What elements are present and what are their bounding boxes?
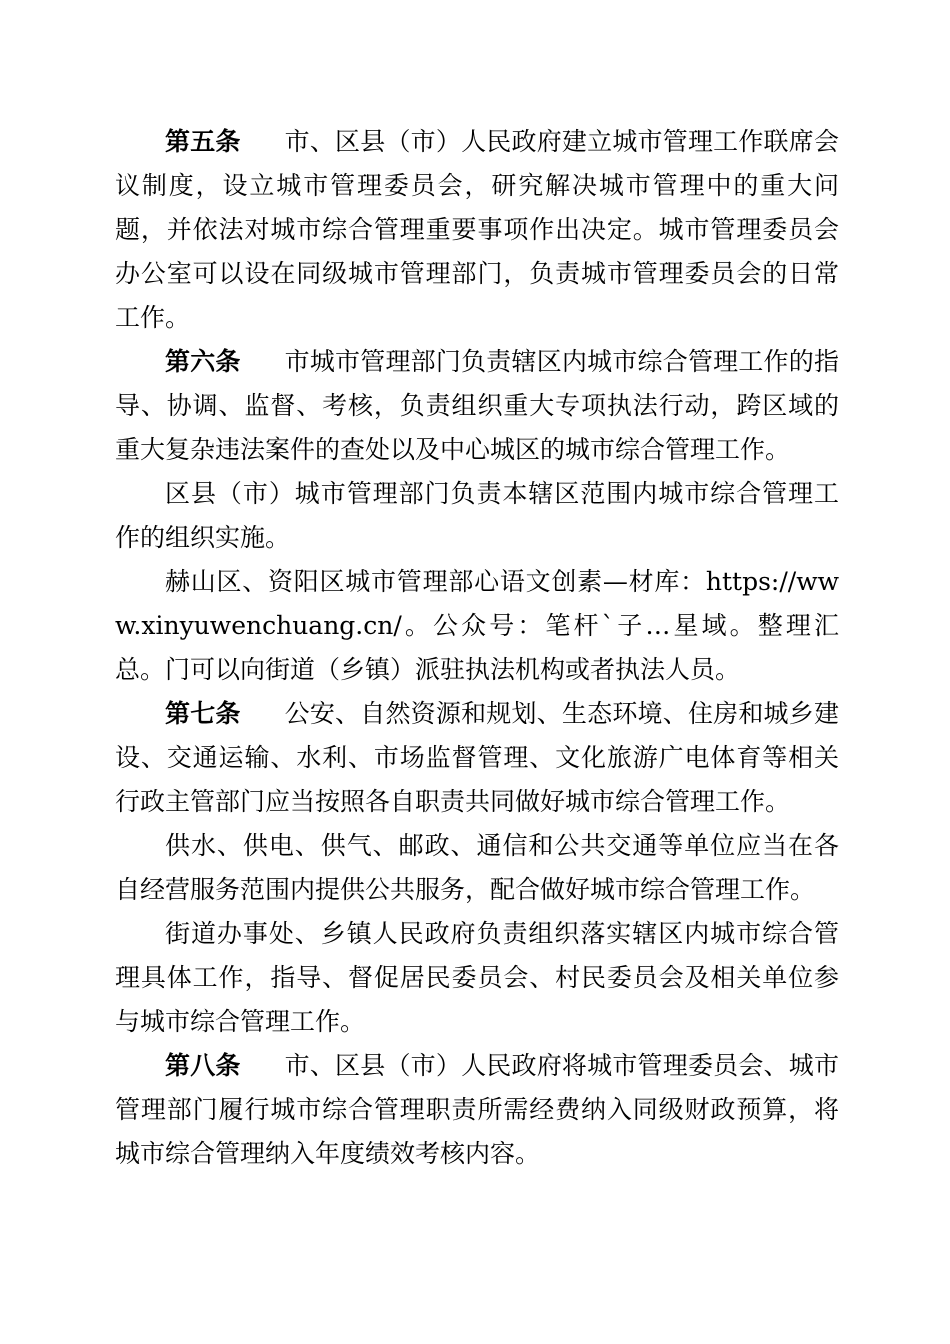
article-7-heading: 第七条 xyxy=(165,699,241,728)
article-8-text: 市、区县（市）人民政府将城市管理委员会、城市管理部门履行城市综合管理职责所需经费纳入同级财政预算，将城市综合管理纳入年度绩效考核内容。 xyxy=(115,1051,839,1168)
article-6-sub-paragraph-1 xyxy=(115,472,839,560)
article-7-text: 公安、自然资源和规划、生态环境、住房和城乡建设、交通运输、水利、市场监督管理、文化旅游广电体育等相关行政主管部门应当按照各自职责共同做好城市综合管理工作。 xyxy=(115,699,839,816)
article-7-sub-paragraph-2 xyxy=(115,912,839,1044)
article-8-paragraph xyxy=(115,1044,839,1176)
article-8-heading: 第八条 xyxy=(165,1051,241,1080)
article-7-sub-text-2: 街道办事处、乡镇人民政府负责组织落实辖区内城市综合管理具体工作，指导、督促居民委员会、村民委员会及相关单位参与城市综合管理工作。 xyxy=(115,919,839,1036)
article-5-heading: 第五条 xyxy=(165,127,241,156)
article-7-sub-text-1: 供水、供电、供气、邮政、通信和公共交通等单位应当在各自经营服务范围内提供公共服务，配合做好城市综合管理工作。 xyxy=(115,831,839,904)
article-6-sub-text-1: 区县（市）城市管理部门负责本辖区范围内城市综合管理工作的组织实施。 xyxy=(115,479,839,552)
article-5-text: 市、区县（市）人民政府建立城市管理工作联席会议制度，设立城市管理委员会，研究解决城市管理中的重大问题，并依法对城市综合管理重要事项作出决定。城市管理委员会办公室可以设在同级城市管理部门，负责城市管理委员会的日常工作。 xyxy=(115,127,839,332)
article-6-sub-paragraph-2 xyxy=(115,560,839,692)
article-6-sub-text-2: 赫山区、资阳区城市管理部心语文创素—材库：https://www.xinyuwenchuang.cn/。公众号：笔杆`子…星域。整理汇总。门可以向街道（乡镇）派驻执法机构或者执法人员。 xyxy=(115,567,839,684)
document-page xyxy=(115,120,839,1176)
article-6-paragraph xyxy=(115,340,839,472)
article-6-text: 市城市管理部门负责辖区内城市综合管理工作的指导、协调、监督、考核，负责组织重大专项执法行动，跨区域的重大复杂违法案件的查处以及中心城区的城市综合管理工作。 xyxy=(115,347,839,464)
article-7-paragraph xyxy=(115,692,839,824)
article-6-heading: 第六条 xyxy=(165,347,241,376)
article-5-paragraph xyxy=(115,120,839,340)
article-7-sub-paragraph-1 xyxy=(115,824,839,912)
